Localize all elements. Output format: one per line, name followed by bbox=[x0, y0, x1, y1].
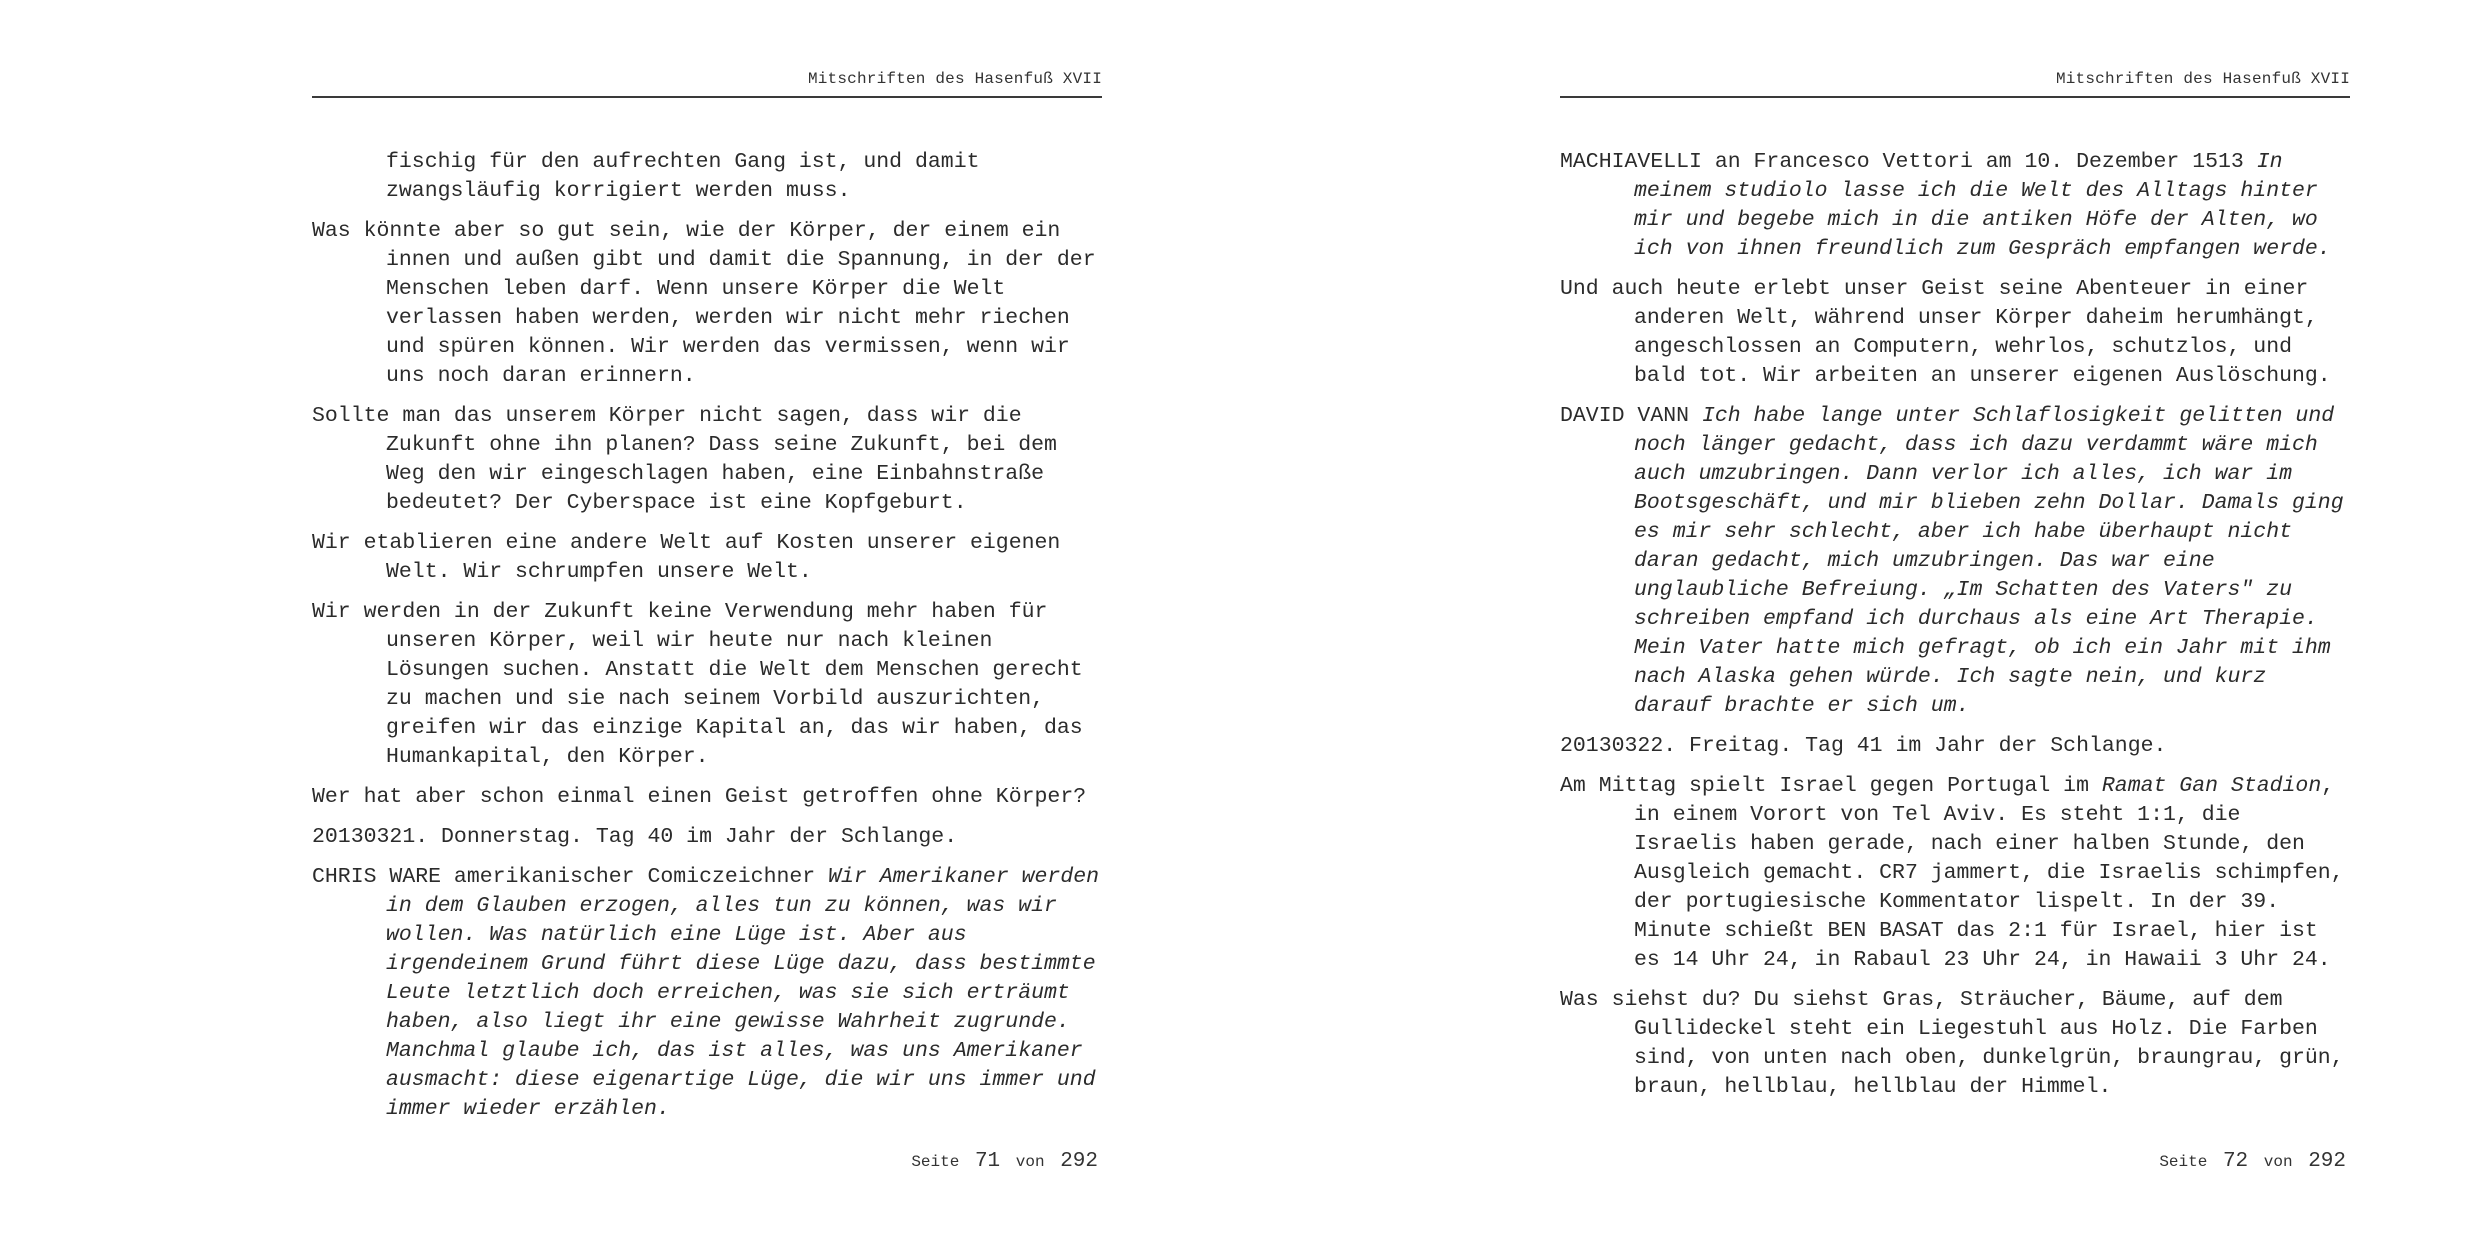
page-number bbox=[911, 1150, 1098, 1173]
page-body bbox=[1560, 148, 2350, 1113]
right-page bbox=[1560, 0, 2350, 1240]
paragraph bbox=[312, 402, 1102, 518]
text-run: DAVID VANN bbox=[1560, 404, 1702, 428]
paragraph bbox=[1560, 732, 2350, 761]
text-run: Wir werden in der Zukunft keine Verwendung mehr haben für unseren Körper, weil wir heute nur nach kleinen Lösungen suchen. Anstatt die Welt dem Menschen gerecht zu machen und sie nach seinem Vorbild auszurichten, greifen wir das einzige Kapital an, das wir haben, das Humankapital, den Körper. bbox=[312, 600, 1083, 769]
text-run: CHRIS WARE amerikanischer Comiczeichner bbox=[312, 865, 829, 889]
folio-von: von bbox=[2263, 1153, 2293, 1171]
page-body bbox=[312, 148, 1102, 1135]
left-page bbox=[312, 0, 1102, 1240]
page-number bbox=[2159, 1150, 2346, 1173]
text-run: 20130322. Freitag. Tag 41 im Jahr der Schlange. bbox=[1560, 734, 2167, 758]
folio-total: 292 bbox=[1060, 1150, 1098, 1173]
folio-seite: Seite bbox=[2159, 1153, 2208, 1171]
paragraph bbox=[1560, 402, 2350, 721]
text-run: , in einem Vorort von Tel Aviv. Es steht 1:1, die Israelis haben gerade, nach einer halben Stunde, den Ausgleich gemacht. CR7 jammert, die Israelis schimpfen, der portugiesische Kommentator lispelt. In der 39. Minute schießt BEN BASAT das 2:1 für Israel, hier ist es 14 Uhr 24, in Rabaul 23 Uhr 24, in Hawaii 3 Uhr 24. bbox=[1634, 774, 2344, 972]
text-run: 20130321. Donnerstag. Tag 40 im Jahr der Schlange. bbox=[312, 825, 958, 849]
paragraph bbox=[312, 217, 1102, 391]
text-run: Was könnte aber so gut sein, wie der Körper, der einem ein innen und außen gibt und damit die Spannung, in der der Menschen leben darf. Wenn unsere Körper die Welt verlassen haben werden, werden wir nicht mehr riechen und spüren können. Wir werden das vermissen, wenn wir uns noch daran erinnern. bbox=[312, 219, 1096, 388]
italic-quote: Wir Amerikaner werden in dem Glauben erzogen, alles tun zu können, was wir wollen. Was natürlich eine Lüge ist. Aber aus irgendeinem Grund führt diese Lüge dazu, dass bestimmte Leute letztlich doch erreichen, was sie sich erträumt haben, also liegt ihr eine gewisse Wahrheit zugrunde. Manchmal glaube ich, das ist alles, was uns Amerikaner ausmacht: diese eigenartige Lüge, die wir uns immer und immer wieder erzählen. bbox=[386, 865, 1100, 1121]
paragraph bbox=[1560, 148, 2350, 264]
paragraph bbox=[312, 863, 1102, 1124]
paragraph bbox=[1560, 986, 2350, 1102]
paragraph bbox=[1560, 772, 2350, 975]
text-run: MACHIAVELLI an Francesco Vettori am 10. Dezember 1513 bbox=[1560, 150, 2257, 174]
paragraph-continuation bbox=[312, 148, 1102, 206]
text-run: Und auch heute erlebt unser Geist seine Abenteuer in einer anderen Welt, während unser Körper daheim herumhängt, angeschlossen an Computern, wehrlos, schutzlos, und bald tot. Wir arbeiten an unserer eigenen Auslöschung. bbox=[1560, 277, 2331, 388]
paragraph bbox=[1560, 275, 2350, 391]
folio-total: 292 bbox=[2308, 1150, 2346, 1173]
running-head: Mitschriften des Hasenfuß XVII bbox=[807, 70, 1102, 88]
folio-von: von bbox=[1015, 1153, 1045, 1171]
text-run: Sollte man das unserem Körper nicht sagen, dass wir die Zukunft ohne ihn planen? Dass seine Zukunft, bei dem Weg den wir eingeschlagen haben, eine Einbahnstraße bedeutet? Der Cyberspace ist eine Kopfgeburt. bbox=[312, 404, 1057, 515]
text-run: Was siehst du? Du siehst Gras, Sträucher, Bäume, auf dem Gullideckel steht ein Liegestuhl aus Holz. Die Farben sind, von unten nach oben, dunkelgrün, braungrau, grün, braun, hellblau, hellblau der Himmel. bbox=[1560, 988, 2344, 1099]
running-head: Mitschriften des Hasenfuß XVII bbox=[2055, 70, 2350, 88]
text-run: Wir etablieren eine andere Welt auf Kosten unserer eigenen Welt. Wir schrumpfen unsere Welt. bbox=[312, 531, 1061, 584]
folio-seite: Seite bbox=[911, 1153, 960, 1171]
header-rule bbox=[312, 96, 1102, 98]
paragraph bbox=[312, 823, 1102, 852]
text-run: Am Mittag spielt Israel gegen Portugal im bbox=[1560, 774, 2102, 798]
paragraph bbox=[312, 598, 1102, 772]
text-run: fischig für den aufrechten Gang ist, und damit zwangsläufig korrigiert werden muss. bbox=[386, 150, 980, 203]
folio-number: 71 bbox=[974, 1150, 1001, 1173]
italic-quote: Ramat Gan Stadion bbox=[2101, 774, 2322, 798]
text-run: Wer hat aber schon einmal einen Geist getroffen ohne Körper? bbox=[312, 785, 1087, 809]
paragraph bbox=[312, 783, 1102, 812]
italic-quote: Ich habe lange unter Schlaflosigkeit gelitten und noch länger gedacht, dass ich dazu verdammt wäre mich auch umzubringen. Dann verlor ich alles, ich war im Bootsgeschäft, und mir blieben zehn Dollar. Damals ging es mir sehr schlecht, aber ich habe überhaupt nicht daran gedacht, mich umzubringen. Das war eine unglaubliche Befreiung. „Im Schatten des Vaters" zu schreiben empfand ich durchaus als eine Art Therapie. Mein Vater hatte mich gefragt, ob ich ein Jahr mit ihm nach Alaska gehen würde. Ich sagte nein, und kurz darauf brachte er sich um. bbox=[1634, 404, 2344, 718]
italic-quote: In meinem studiolo lasse ich die Welt des Alltags hinter mir und begebe mich in die antiken Höfe der Alten, wo ich von ihnen freundlich zum Gespräch empfangen werde. bbox=[1634, 150, 2331, 261]
folio-number: 72 bbox=[2222, 1150, 2249, 1173]
paragraph bbox=[312, 529, 1102, 587]
header-rule bbox=[1560, 96, 2350, 98]
